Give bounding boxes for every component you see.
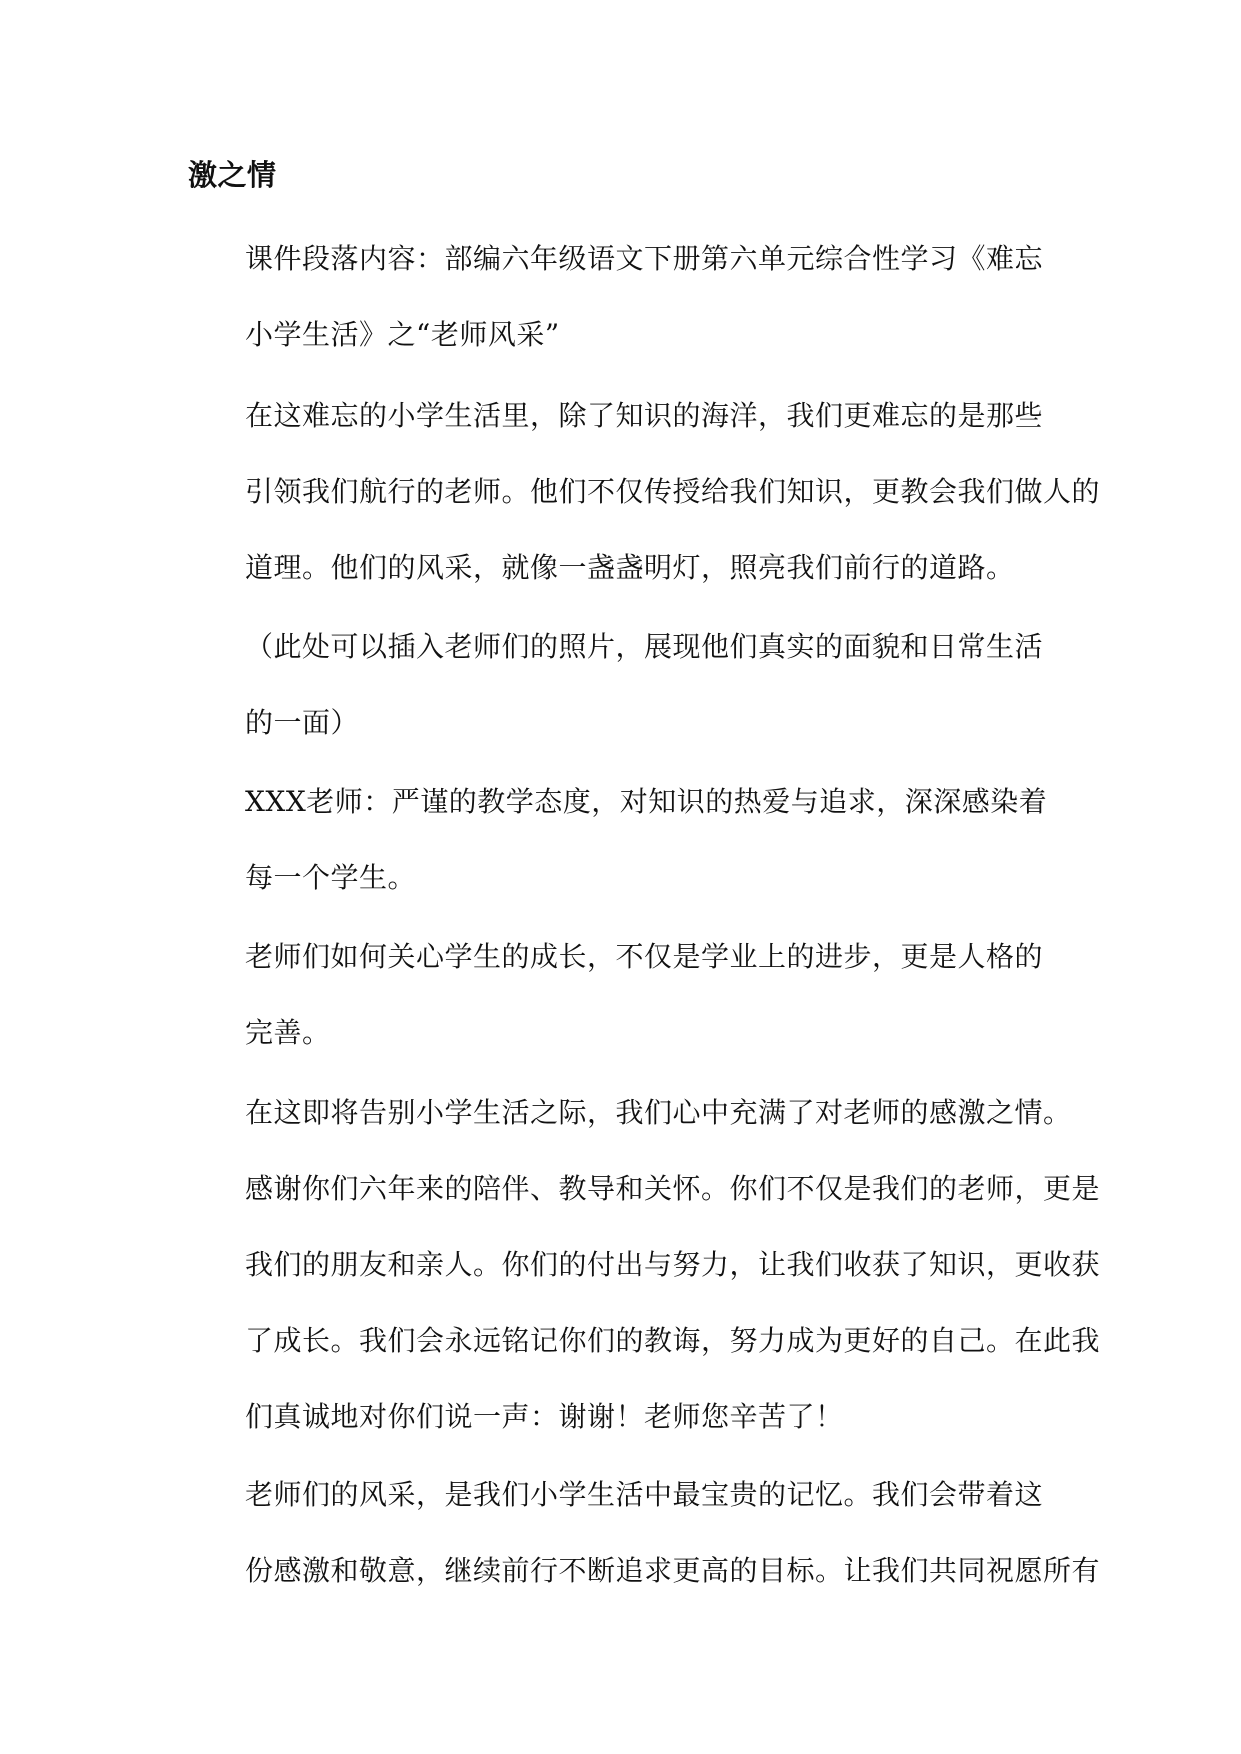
paragraph-conclusion: [188, 1457, 1101, 1609]
paragraph-line: 们真诚地对你们说一声：谢谢！老师您辛苦了！: [245, 1400, 844, 1433]
paragraph-line: （此处可以插入老师们的照片，展现他们真实的面貌和日常生活: [245, 630, 1044, 663]
paragraph-line: 在这即将告别小学生活之际，我们心中充满了对老师的感激之情。: [245, 1096, 1072, 1129]
paragraph-teacher-care: [188, 919, 1053, 1071]
paragraph-line: 的一面）: [245, 706, 360, 739]
paragraph-line: 老师们的风采，是我们小学生活中最宝贵的记忆。我们会带着这: [245, 1478, 1044, 1511]
document-title: 激之情: [188, 158, 277, 192]
paragraph-line: 老师们如何关心学生的成长，不仅是学业上的进步，更是人格的: [245, 940, 1044, 973]
paragraph-gratitude: [188, 1075, 1101, 1455]
paragraph-line: 小学生活》之“老师风采”: [245, 318, 560, 351]
paragraph-line: 每一个学生。: [245, 861, 417, 894]
paragraph-line: 道理。他们的风采，就像一盏盏明灯，照亮我们前行的道路。: [245, 551, 1015, 584]
paragraph-courseware-content: [188, 221, 1053, 373]
paragraph-line: XXX老师：严谨的教学态度，对知识的热爱与追求，深深感染着: [245, 785, 1048, 818]
paragraph-teacher-profile: [188, 764, 1053, 916]
paragraph-line: 引领我们航行的老师。他们不仅传授给我们知识，更教会我们做人的: [245, 475, 1101, 508]
document-body: [188, 145, 1101, 1609]
paragraph-line: 完善。: [245, 1016, 331, 1049]
paragraph-line: 在这难忘的小学生活里，除了知识的海洋，我们更难忘的是那些: [245, 399, 1044, 432]
paragraph-line: 了成长。我们会永远铭记你们的教诲，努力成为更好的自己。在此我: [245, 1324, 1101, 1357]
paragraph-intro: [188, 378, 1101, 606]
paragraph-line: 课件段落内容：部编六年级语文下册第六单元综合性学习《难忘: [245, 242, 1044, 275]
paragraph-line: 我们的朋友和亲人。你们的付出与努力，让我们收获了知识，更收获: [245, 1248, 1101, 1281]
paragraph-line: 份感激和敬意，继续前行不断追求更高的目标。让我们共同祝愿所有: [245, 1554, 1101, 1587]
paragraph-photo-note: [188, 609, 1053, 761]
paragraph-line: 感谢你们六年来的陪伴、教导和关怀。你们不仅是我们的老师，更是: [245, 1172, 1101, 1205]
